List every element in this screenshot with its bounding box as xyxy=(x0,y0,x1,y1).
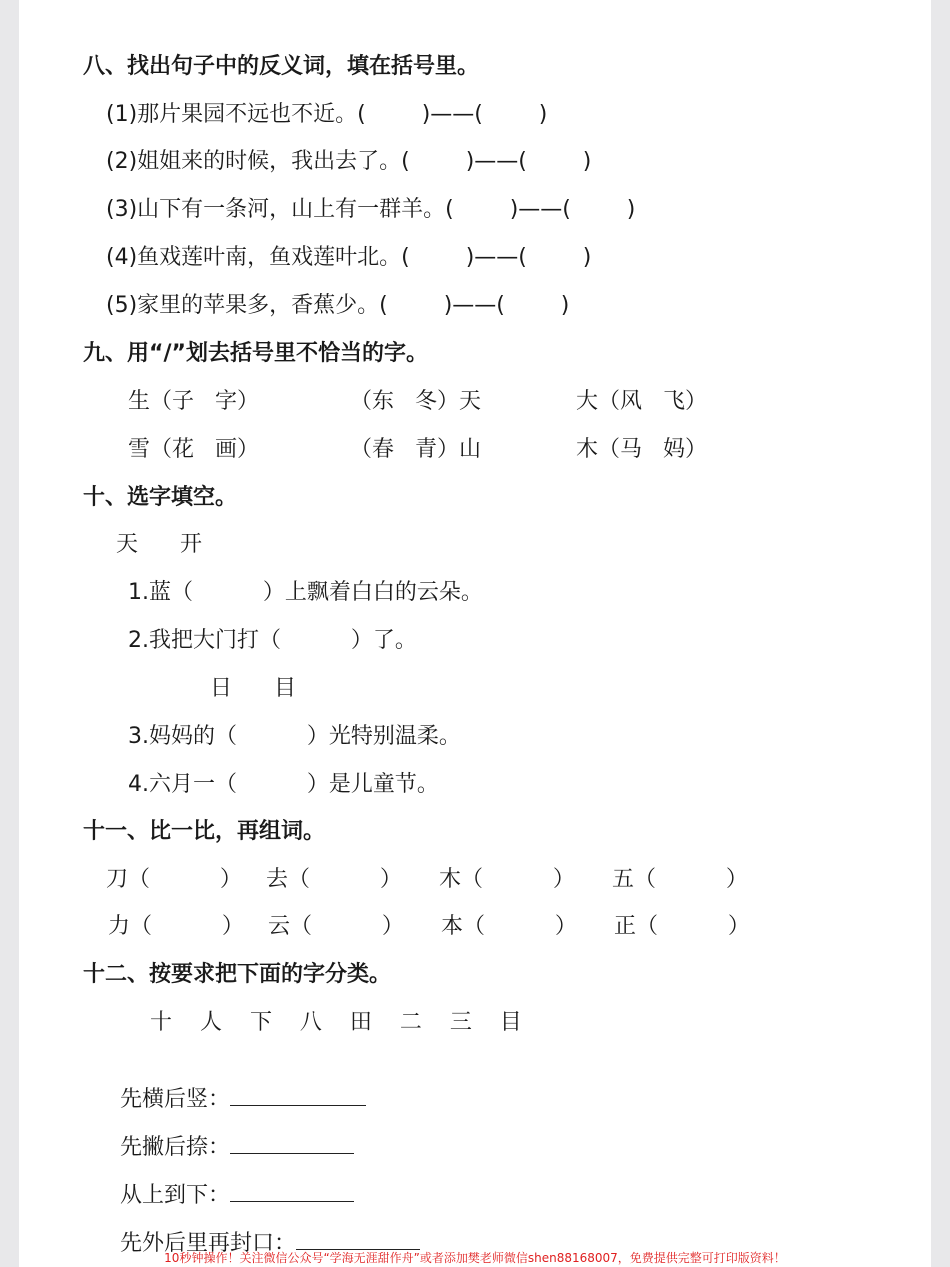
s9-r1-c3: 大（风 飞） xyxy=(576,389,707,414)
section-12-title: 十二、按要求把下面的字分类。 xyxy=(83,962,392,987)
s11-r2-c3: 本（ ） xyxy=(441,914,577,939)
answer-blank[interactable] xyxy=(230,1181,354,1202)
s8-item-1: (1)那片果园不远也不近。( )——( ) xyxy=(106,102,548,127)
rule-label: 先撇后捺： xyxy=(120,1135,231,1160)
s11-r1-c4: 五（ ） xyxy=(612,867,748,892)
rule-label: 先横后竖： xyxy=(120,1087,231,1112)
section-8-title: 八、找出句子中的反义词，填在括号里。 xyxy=(83,54,480,79)
s9-r1-c1: 生（子 字） xyxy=(128,389,259,414)
s11-r2-c1: 力（ ） xyxy=(108,914,244,939)
s10-item-4: 4.六月一（ ）是儿童节。 xyxy=(128,772,439,797)
s11-r2-c4: 正（ ） xyxy=(614,914,750,939)
section-10-title: 十、选字填空。 xyxy=(83,485,238,510)
s11-r2-c2: 云（ ） xyxy=(268,914,404,939)
answer-blank[interactable] xyxy=(296,1229,420,1250)
s10-word-group-1: 天 开 xyxy=(116,532,202,557)
s12-characters: 十 人 下 八 田 二 三 目 xyxy=(150,1010,522,1035)
answer-blank[interactable] xyxy=(230,1133,354,1154)
s9-r2-c2: （春 青）山 xyxy=(350,437,481,462)
s10-word-group-2: 日 目 xyxy=(210,676,296,701)
s9-r1-c2: （东 冬）天 xyxy=(350,389,481,414)
section-9-title: 九、用“/”划去括号里不恰当的字。 xyxy=(83,341,428,366)
s10-item-1: 1.蓝（ ）上飘着白白的云朵。 xyxy=(128,580,483,605)
rule-label: 先外后里再封口： xyxy=(120,1231,297,1256)
promo-footer: 10秒钟操作！关注微信公众号“学海无涯甜作舟”或者添加樊老师微信shen88168007，免费提供完整可打印版资料！ xyxy=(164,1251,786,1265)
s8-item-3: (3)山下有一条河，山上有一群羊。( )——( ) xyxy=(106,197,636,222)
rule-label: 从上到下： xyxy=(120,1183,231,1208)
s8-item-5: (5)家里的苹果多，香蕉少。( )——( ) xyxy=(106,293,570,318)
s10-item-2: 2.我把大门打（ ）了。 xyxy=(128,628,417,653)
s9-r2-c3: 木（马 妈） xyxy=(576,437,707,462)
s10-item-3: 3.妈妈的（ ）光特别温柔。 xyxy=(128,724,461,749)
s9-r2-c1: 雪（花 画） xyxy=(128,437,259,462)
s8-item-4: (4)鱼戏莲叶南，鱼戏莲叶北。( )——( ) xyxy=(106,245,592,270)
s8-item-2: (2)姐姐来的时候，我出去了。( )——( ) xyxy=(106,149,592,174)
s11-r1-c2: 去（ ） xyxy=(266,867,402,892)
section-11-title: 十一、比一比，再组词。 xyxy=(83,819,326,844)
s11-r1-c3: 木（ ） xyxy=(439,867,575,892)
s11-r1-c1: 刀（ ） xyxy=(106,867,242,892)
answer-blank[interactable] xyxy=(230,1085,366,1106)
